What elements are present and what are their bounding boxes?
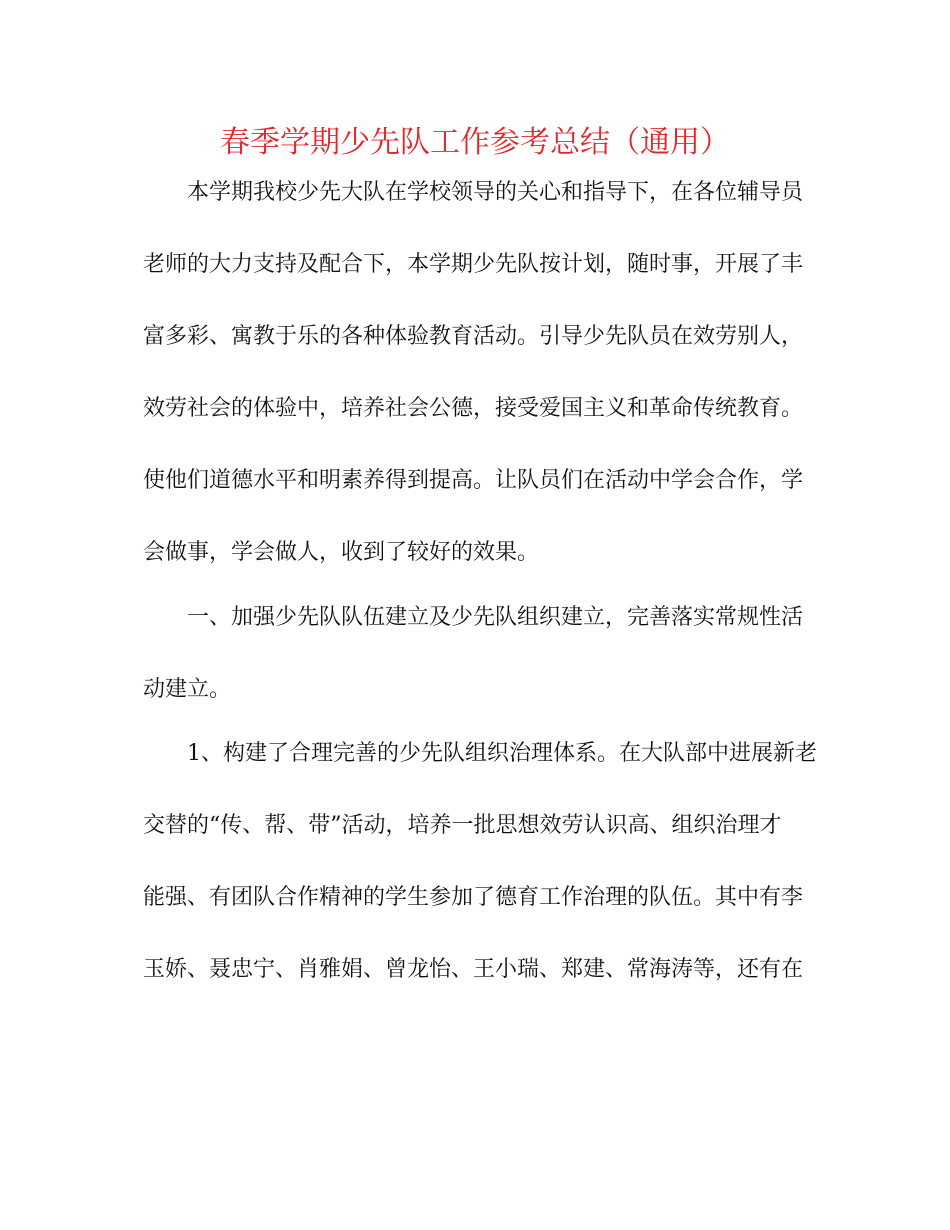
paragraph-line: 富多彩、寓教于乐的各种体验教育活动。引导少先队员在效劳别人， [143, 324, 804, 349]
paragraph-line: 老师的大力支持及配合下，本学期少先队按计划，随时事，开展了丰 [143, 252, 804, 277]
paragraph-line: 效劳社会的体验中，培养社会公德，接受爱国主义和革命传统教育。 [143, 396, 804, 421]
paragraph-line: 会做事，学会做人，收到了较好的效果。 [143, 540, 540, 565]
document-title: 春季学期少先队工作参考总结（通用） [220, 125, 730, 160]
paragraph-line: 一、加强少先队队伍建立及少先队组织建立，完善落实常规性活 [187, 605, 804, 630]
paragraph-line: 使他们道德水平和明素养得到提高。让队员们在活动中学会合作，学 [143, 468, 804, 493]
paragraph-line: 动建立。 [143, 677, 232, 702]
paragraph-line: 交替的“传、帮、带”活动，培养一批思想效劳认识高、组织治理才 [143, 813, 782, 838]
paragraph-line: 能强、有团队合作精神的学生参加了德育工作治理的队伍。其中有李 [143, 885, 804, 910]
paragraph-line: 玉娇、聂忠宁、肖雅娟、曾龙怡、王小瑞、郑建、常海涛等，还有在 [143, 957, 804, 982]
paragraph-line: 本学期我校少先大队在学校领导的关心和指导下，在各位辅导员 [187, 180, 804, 205]
paragraph-line: 1、构建了合理完善的少先队组织治理体系。在大队部中进展新老 [187, 741, 817, 766]
